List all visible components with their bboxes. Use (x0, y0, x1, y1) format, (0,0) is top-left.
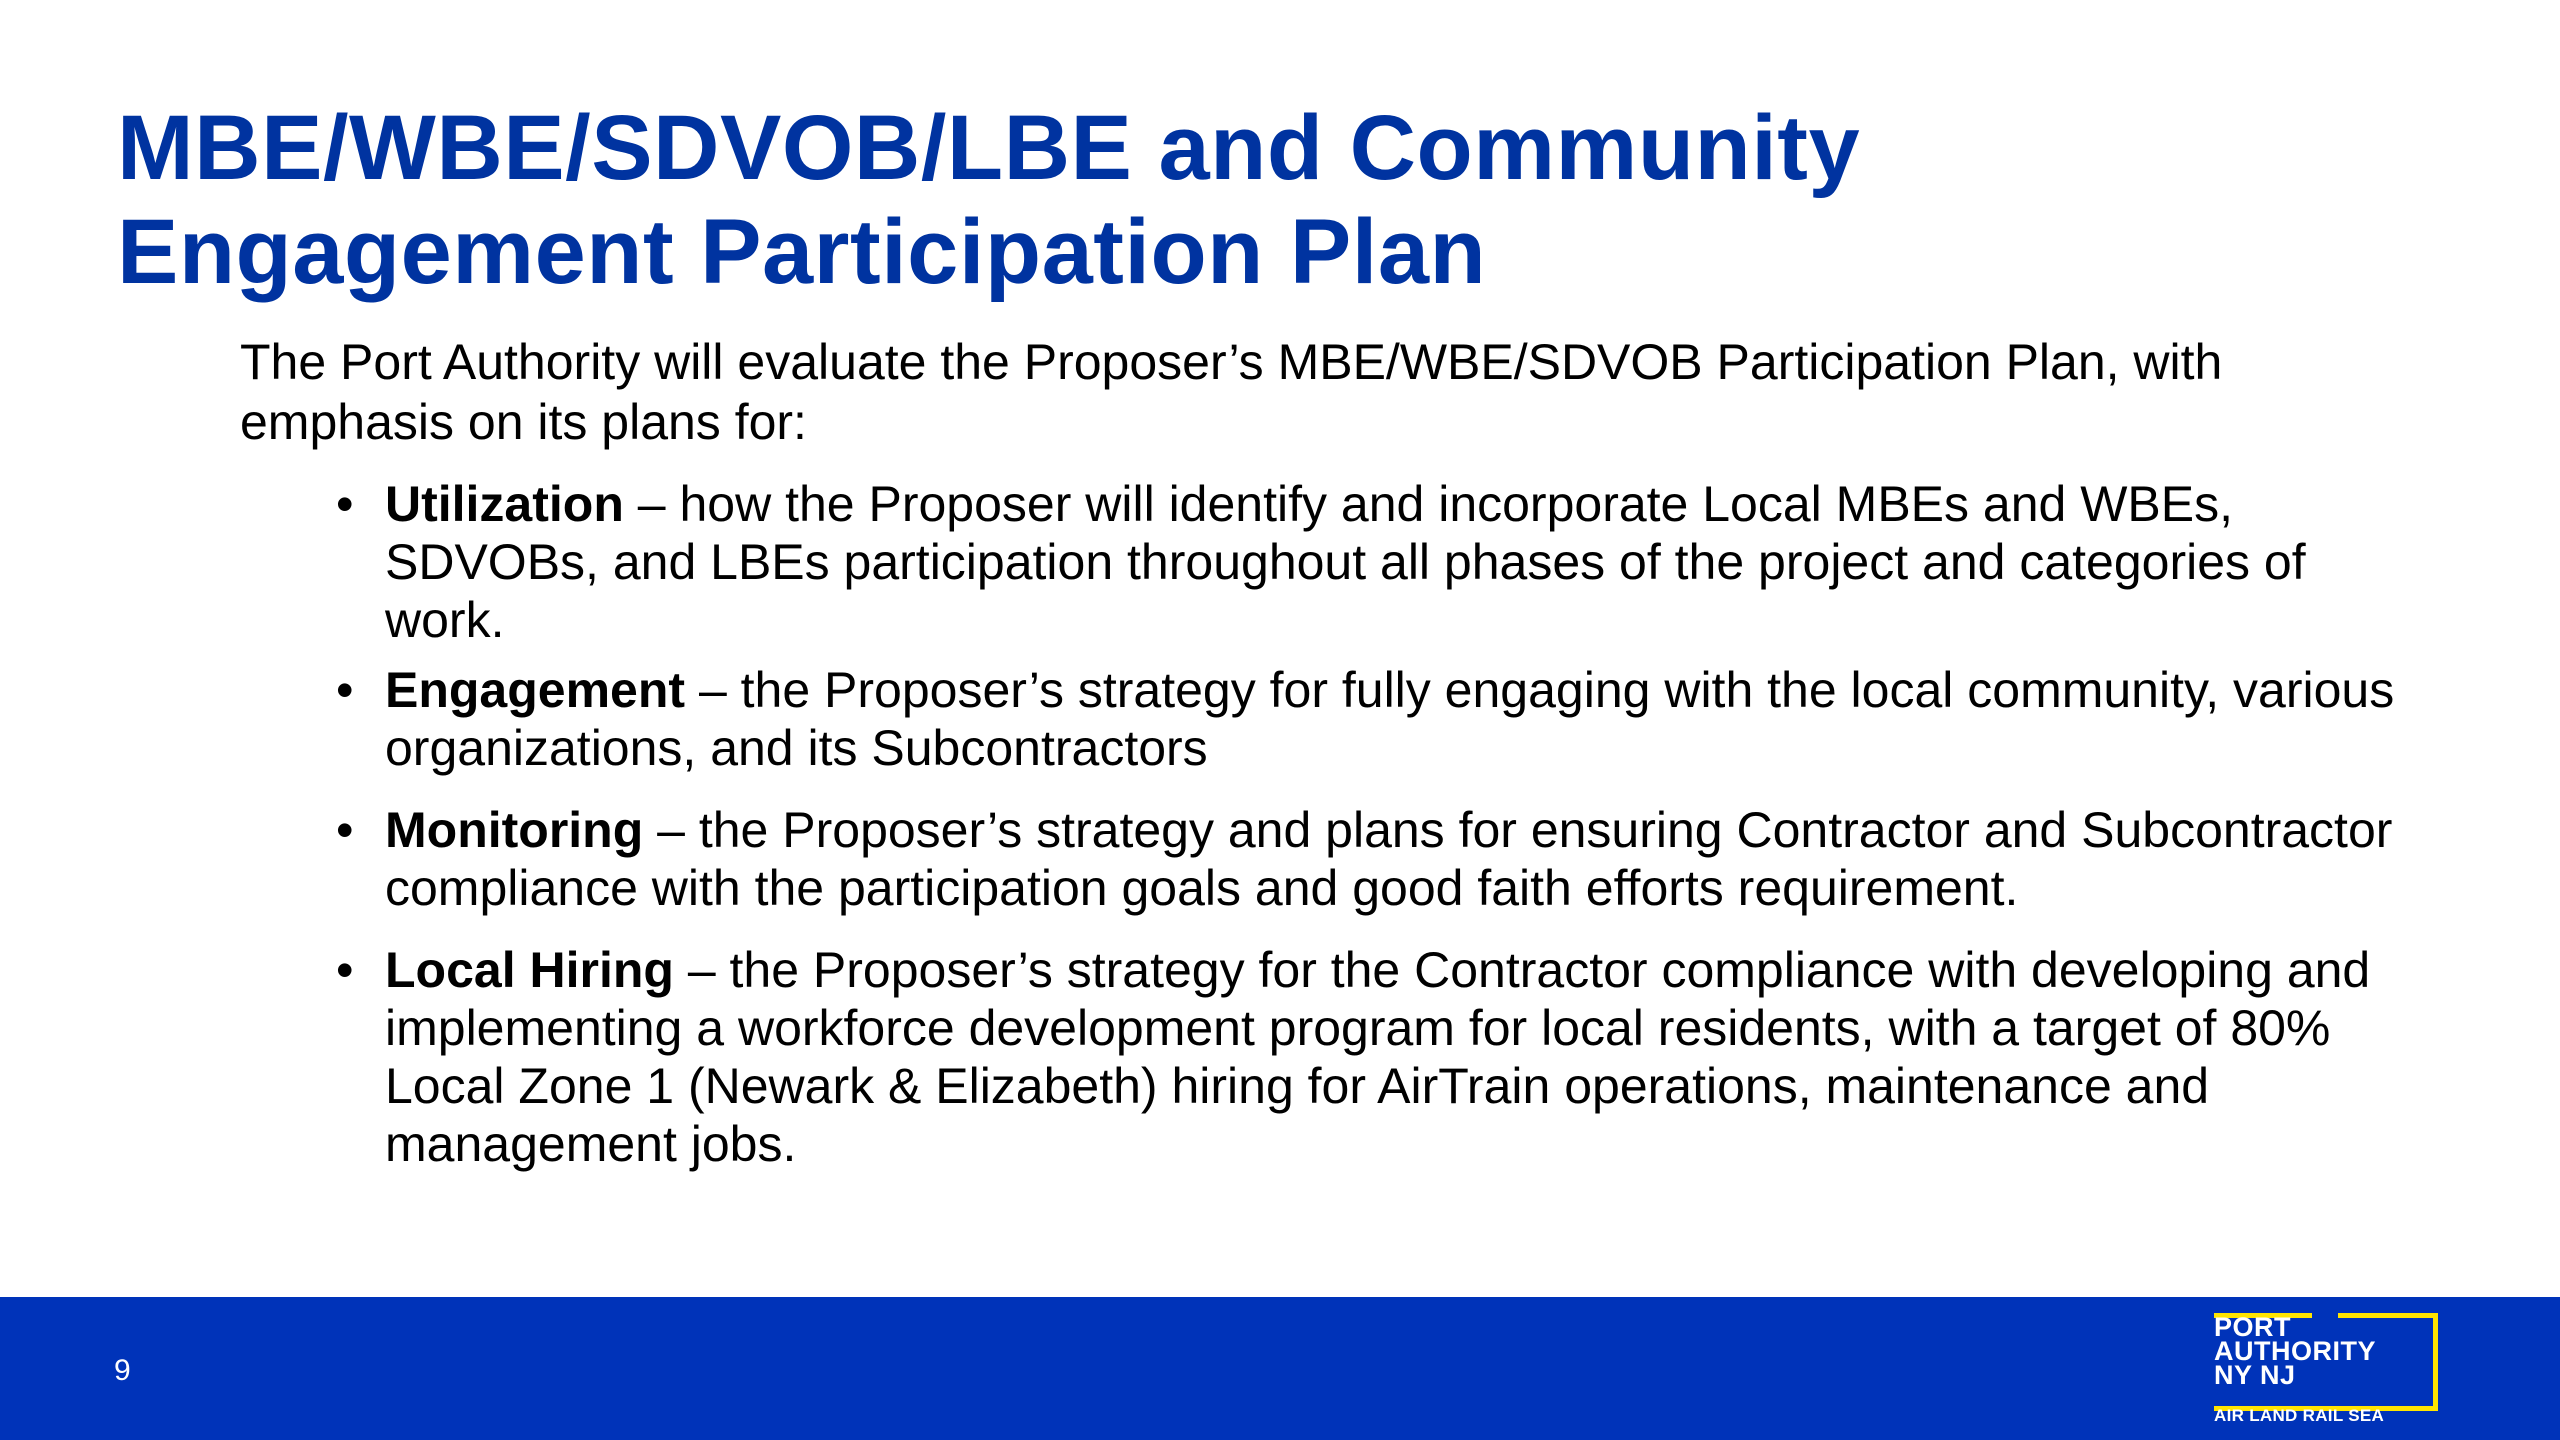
slide-title-line-1: MBE/WBE/SDVOB/LBE and Community (117, 97, 1861, 199)
logo-tagline: AIR LAND RAIL SEA (2214, 1406, 2385, 1425)
bullet-icon: • (336, 802, 354, 858)
logo-text-port: PORT (2214, 1312, 2292, 1342)
logo-text-nynj: NY NJ (2214, 1360, 2296, 1390)
list-item-monitoring (330, 801, 2420, 917)
criteria-list (330, 475, 2420, 1173)
bullet-icon: • (336, 476, 354, 532)
bullet-text: – the Proposer’s strategy for the Contractor compliance with developing and implementing a workforce development program for local residents, with a target of 80% Local Zone 1 (Newark & Elizabeth) hiring for AirTrain operations, maintenance and management jobs. (385, 942, 2371, 1172)
list-item-utilization (330, 475, 2420, 649)
page-number: 9 (114, 1354, 131, 1387)
bullet-icon: • (336, 662, 354, 718)
port-authority-logo (2214, 1310, 2454, 1426)
footer-bar (0, 1297, 2560, 1440)
bullet-icon: • (336, 942, 354, 998)
slide-title-line-2: Engagement Participation Plan (117, 201, 1487, 303)
intro-paragraph: The Port Authority will evaluate the Proposer’s MBE/WBE/SDVOB Participation Plan, with emphasis on its plans for: (240, 334, 2223, 450)
bullet-term: Monitoring (385, 802, 644, 858)
slide-title (117, 96, 2417, 304)
list-item-local-hiring (330, 941, 2420, 1173)
bullet-term: Utilization (385, 476, 624, 532)
bullet-text: – how the Proposer will identify and incorporate Local MBEs and WBEs, SDVOBs, and LBEs participation throughout all phases of the project and categories of work. (385, 476, 2306, 648)
bullet-term: Local Hiring (385, 942, 674, 998)
logo-text-authority: AUTHORITY (2214, 1336, 2376, 1366)
bullet-text: – the Proposer’s strategy and plans for ensuring Contractor and Subcontractor compliance with the participation goals and good faith efforts requirement. (385, 802, 2393, 916)
bullet-term: Engagement (385, 662, 686, 718)
bullet-text: – the Proposer’s strategy for fully engaging with the local community, various organizations, and its Subcontractors (385, 662, 2395, 776)
list-item-engagement (330, 661, 2420, 777)
